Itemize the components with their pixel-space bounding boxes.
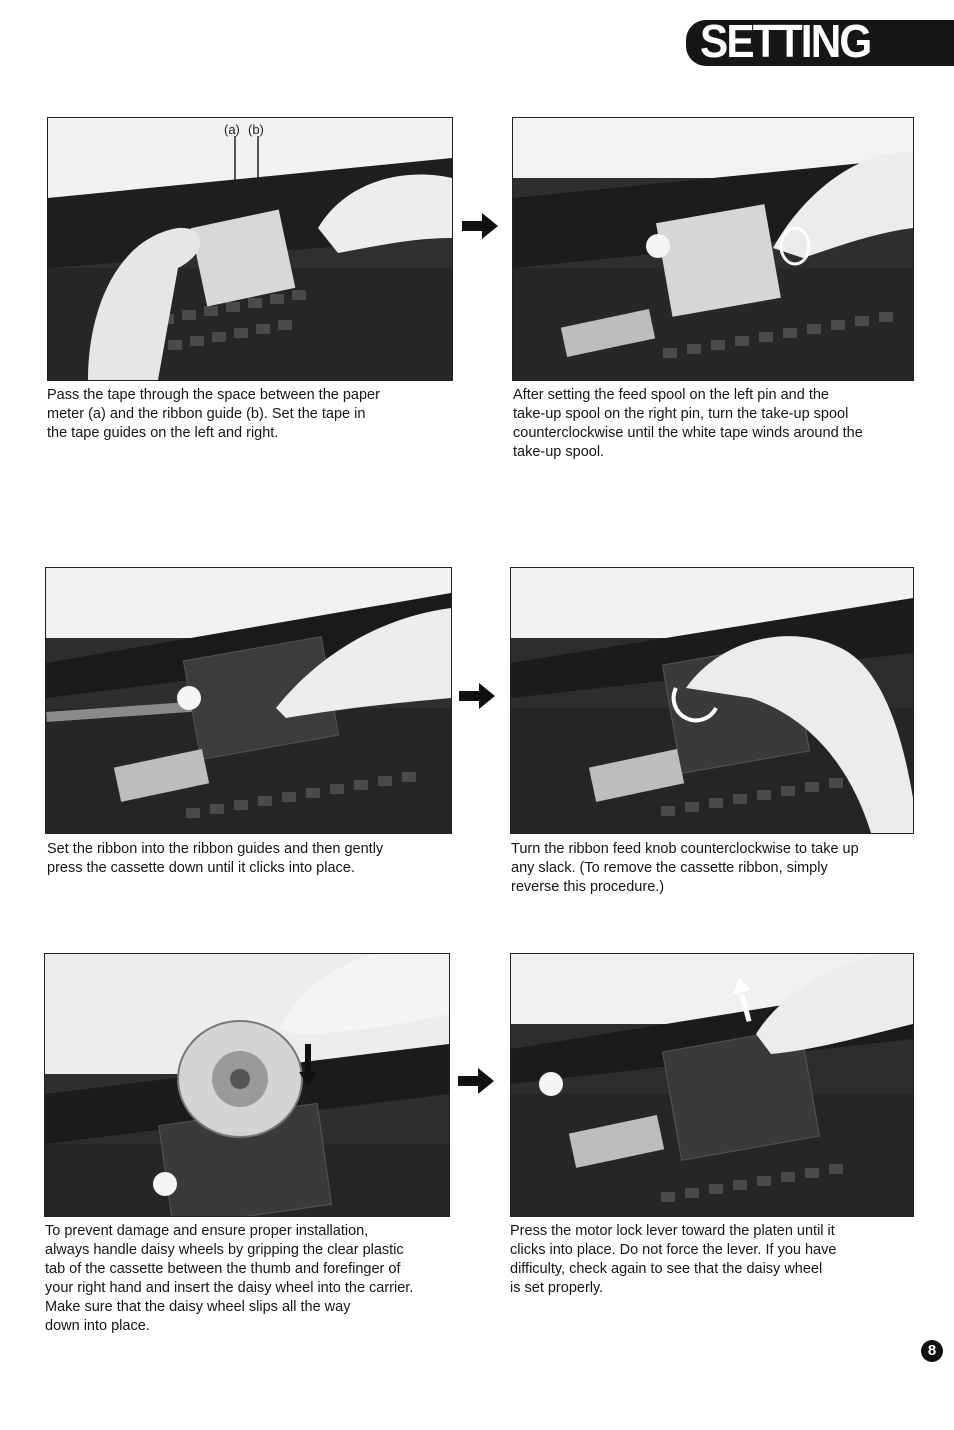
step-6-caption: Press the motor lock lever toward the platen until it clicks into place. Do not force the lever. If you have difficulty, check again to see that the daisy wheel is set properly. (510, 1223, 837, 1296)
right-arrow-icon (458, 1068, 494, 1094)
step-5-caption: To prevent damage and ensure proper installation, always handle daisy wheels by gripping the clear plastic tab of the cassette between the thumb and forefinger of your right hand and insert the daisy wheel into the carrier. Make sure that the daisy wheel slips all the way down into place. (45, 1223, 414, 1334)
step-5-photo (44, 953, 450, 1217)
page-number-badge: 8 (921, 1340, 943, 1362)
section-title: SETTING (700, 15, 871, 67)
step-2-caption: After setting the feed spool on the left pin and the take-up spool on the right pin, turn the take-up spool counterclockwise until the white tape winds around the take-up spool. (513, 387, 863, 460)
step-2-photo (512, 117, 914, 381)
step-1-caption: Pass the tape through the space between the paper meter (a) and the ribbon guide (b). Set the tape in the tape guides on the left and right. (47, 387, 380, 441)
step-4-caption: Turn the ribbon feed knob counterclockwise to take up any slack. (To remove the cassette ribbon, simply reverse this procedure.) (511, 841, 859, 895)
photo-label-b: (b) (248, 122, 264, 137)
step-6-photo (510, 953, 914, 1217)
photo-label-a: (a) (224, 122, 240, 137)
right-arrow-icon (459, 683, 495, 709)
step-1-photo (47, 117, 453, 381)
step-4-photo (510, 567, 914, 834)
step-3-caption: Set the ribbon into the ribbon guides and then gently press the cassette down until it clicks into place. (47, 841, 384, 876)
step-3-photo (45, 567, 452, 834)
right-arrow-icon (462, 213, 498, 239)
